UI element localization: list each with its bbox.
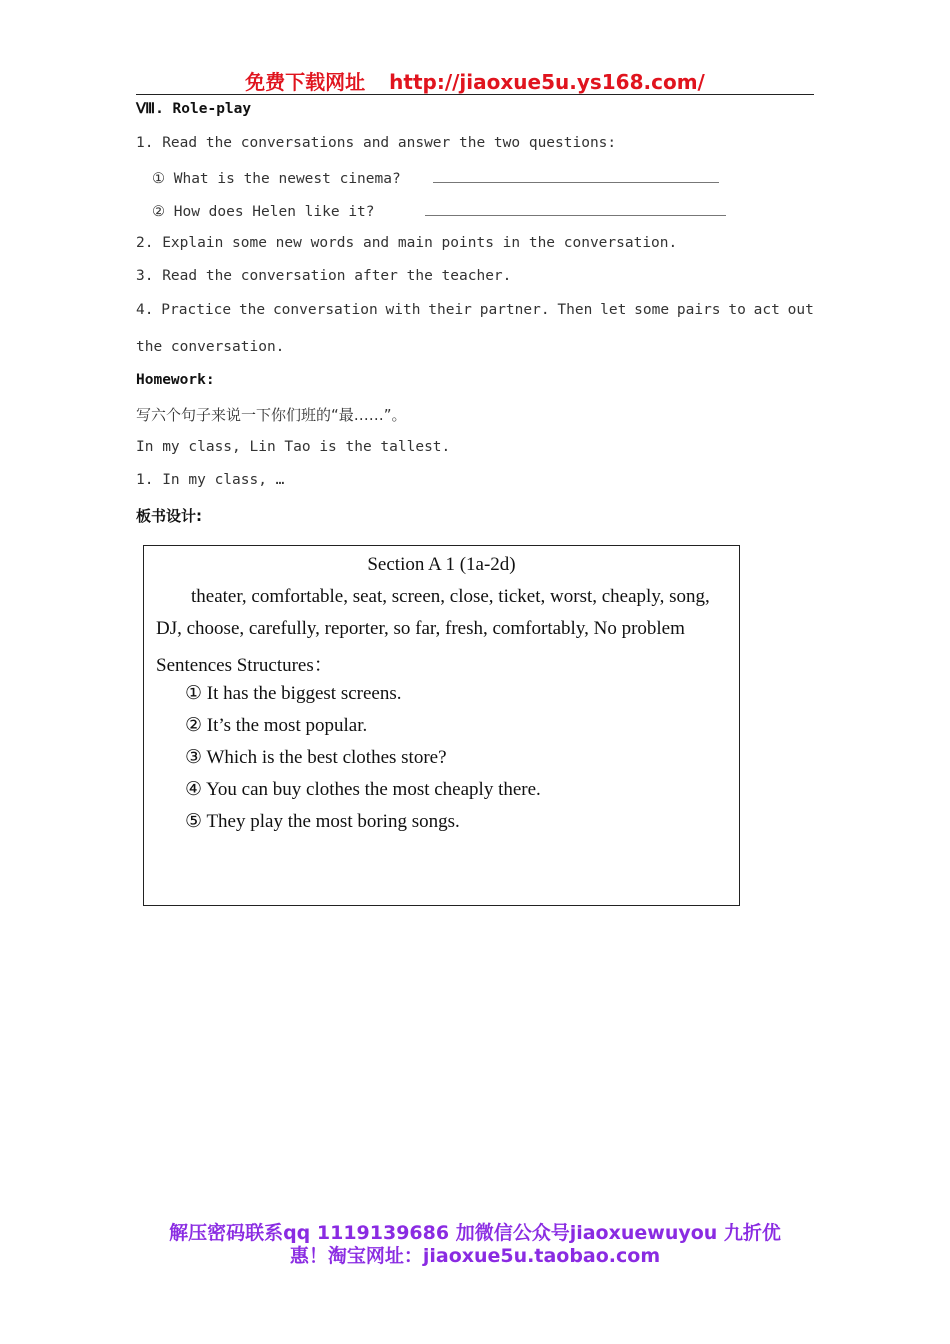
step-4-word: out — [787, 302, 814, 318]
board-sentence-4: ④ You can buy clothes the most cheaply there. — [185, 779, 541, 800]
answer-blank-1 — [433, 168, 719, 183]
homework-item-1: 1. In my class, … — [136, 472, 285, 488]
question-2 — [152, 201, 726, 220]
step-4-word: let — [600, 302, 627, 318]
step-4-word: Practice — [161, 302, 232, 318]
page-header — [136, 66, 814, 95]
board-words-line-2: DJ, choose, carefully, reporter, so far, fresh, comfortably, No problem — [156, 618, 685, 639]
board-title: Section A 1 (1a-2d) — [367, 554, 516, 575]
step-4-word: conversation — [272, 302, 378, 318]
board-sentence-1: ① It has the biggest screens. — [185, 683, 402, 704]
header-label: 免费下载网址 — [245, 70, 366, 94]
board-sentence-3: ③ Which is the best clothes store? — [185, 747, 447, 768]
step-2: 2. Explain some new words and main points in the conversation. — [136, 235, 678, 251]
board-structures-label: Sentences Structures： — [156, 655, 333, 676]
step-4-word: pairs — [676, 302, 721, 318]
question-2-text: ② How does Helen like it? — [152, 204, 375, 220]
board-words-line-1: theater, comfortable, seat, screen, close, ticket, worst, cheaply, song, — [191, 586, 710, 607]
footer-line-2: 惠！淘宝网址：jiaoxue5u.taobao.com — [289, 1245, 661, 1267]
question-1-text: ① What is the newest cinema? — [152, 171, 401, 187]
step-4-word: partner. — [479, 302, 550, 318]
step-4-word: Then — [557, 302, 593, 318]
step-4-word: to — [728, 302, 746, 318]
board-heading: 板书设计: — [136, 507, 202, 525]
board-design-box — [143, 545, 740, 906]
step-4-word: act — [753, 302, 780, 318]
step-3: 3. Read the conversation after the teacher. — [136, 268, 512, 284]
step-4-word: some — [634, 302, 670, 318]
step-4-word: their — [428, 302, 472, 318]
step-4-word: the — [238, 302, 266, 318]
step-4-word: 4. — [136, 302, 154, 318]
homework-example: In my class, Lin Tao is the tallest. — [136, 439, 451, 455]
step-4-continued: the conversation. — [136, 339, 285, 355]
step-1: 1. Read the conversations and answer the two questions: — [136, 135, 617, 151]
footer-line-1: 解压密码联系qq 1119139686 加微信公众号jiaoxuewuyou 九折优 — [169, 1222, 781, 1244]
step-4-word: with — [385, 302, 421, 318]
homework-task: 写六个句子来说一下你们班的“最……”。 — [136, 406, 407, 424]
question-1 — [152, 168, 719, 187]
header-url[interactable]: http://jiaoxue5u.ys168.com/ — [389, 70, 705, 94]
homework-heading: Homework: — [136, 372, 215, 388]
answer-blank-2 — [425, 201, 726, 216]
roleplay-heading: Ⅷ. Role-play — [136, 101, 252, 117]
board-sentence-2: ② It’s the most popular. — [185, 715, 368, 736]
board-sentence-5: ⑤ They play the most boring songs. — [185, 811, 460, 832]
step-4 — [136, 302, 814, 318]
